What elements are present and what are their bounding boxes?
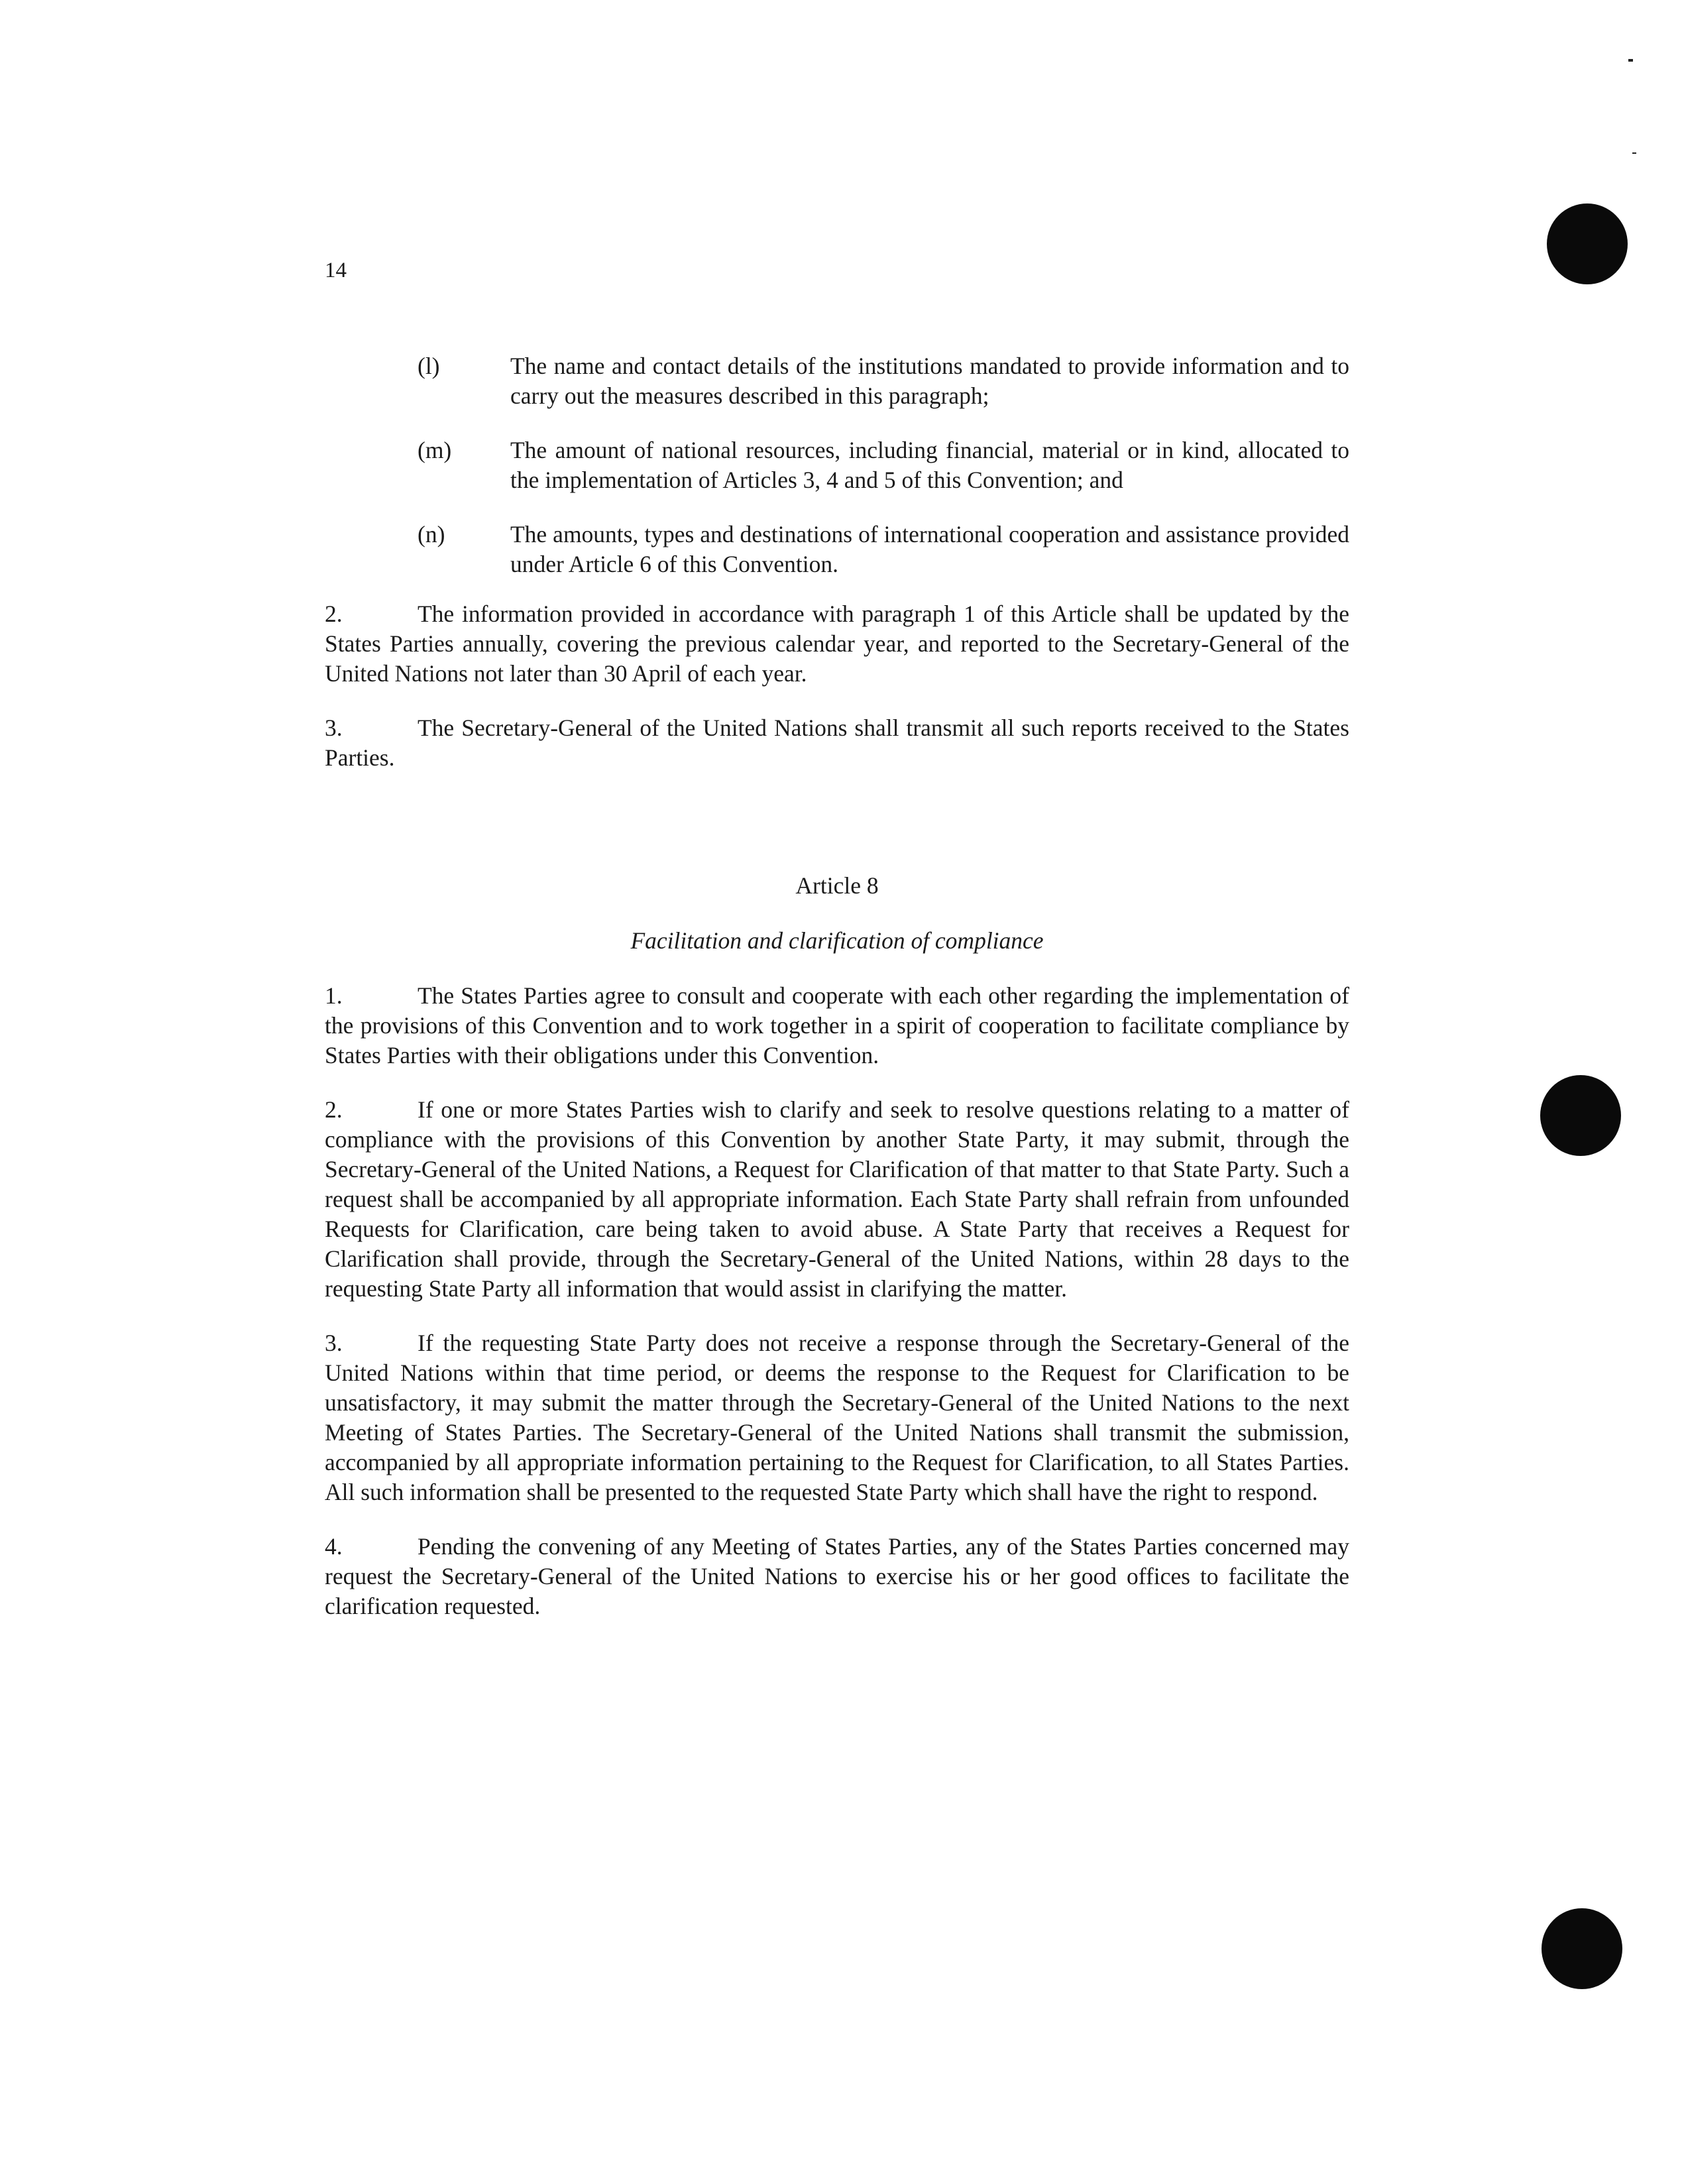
paragraph-text: The Secretary-General of the United Nations shall transmit all such reports received to the States Parties. xyxy=(325,715,1349,771)
paragraph-text: The States Parties agree to consult and cooperate with each other regarding the implementation of the provisions of this Convention and to work together in a spirit of cooperation to facilitate compliance by States Parties with their obligations under this Convention. xyxy=(325,982,1349,1068)
sub-item-text: The amount of national resources, including financial, material or in kind, allocated to the implementation of Articles 3, 4 and 5 of this Convention; and xyxy=(510,437,1349,493)
page-number: 14 xyxy=(325,259,347,282)
article7-paragraph-3 xyxy=(325,713,1349,773)
article7-paragraph-2 xyxy=(325,599,1349,689)
scan-speck xyxy=(1632,152,1636,154)
paragraph-number: 2. xyxy=(325,601,343,627)
paragraph-text: The information provided in accordance with paragraph 1 of this Article shall be updated by the States Parties annually, covering the previous calendar year, and reported to the Secretary-General of the United Nations not later than 30 April of each year. xyxy=(325,601,1349,687)
article-subtitle: Facilitation and clarification of compliance xyxy=(630,927,1044,954)
paragraph-text: Pending the convening of any Meeting of States Parties, any of the States Parties concerned may request the Secretary-General of the United Nations to exercise his or her good offices to facilitate the clarification requested. xyxy=(325,1533,1349,1619)
paragraph-text: If the requesting State Party does not receive a response through the Secretary-General of the United Nations within that time period, or deems the response to the Request for Clarification to be unsatisfactory, it may submit the matter through the Secretary-General of the United Nations to the next Meeting of States Parties. The Secretary-General of the United Nations shall transmit the submission, accompanied by all appropriate information pertaining to the Request for Clarification, to all States Parties. All such information shall be presented to the requested State Party which shall have the right to respond. xyxy=(325,1330,1349,1505)
binder-hole-top xyxy=(1547,203,1628,284)
paragraph-number: 3. xyxy=(325,1330,343,1356)
paragraph-text: If one or more States Parties wish to clarify and seek to resolve questions relating to a matter of compliance with the provisions of this Convention by another State Party, it may submit, through the Secretary-General of the United Nations, a Request for Clarification of that matter to that State Party. Such a request shall be accompanied by all appropriate information. Each State Party shall refrain from unfounded Requests for Clarification, care being taken to avoid abuse. A State Party that receives a Request for Clarification shall provide, through the Secretary-General of the United Nations, within 28 days to the requesting State Party all information that would assist in clarifying the matter. xyxy=(325,1096,1349,1302)
article8-paragraph-1 xyxy=(325,981,1349,1070)
scan-speck xyxy=(1628,59,1633,62)
sub-item-l xyxy=(325,351,1349,411)
paragraph-number: 2. xyxy=(325,1096,343,1123)
sub-item-text: The name and contact details of the institutions mandated to provide information and to carry out the measures described in this paragraph; xyxy=(510,353,1349,409)
sub-item-label: (l) xyxy=(418,353,440,379)
article8-paragraph-3 xyxy=(325,1328,1349,1507)
article-heading: Article 8 xyxy=(795,872,879,899)
binder-hole-middle xyxy=(1540,1075,1621,1156)
paragraph-number: 4. xyxy=(325,1533,343,1560)
sub-item-label: (m) xyxy=(418,437,452,463)
article8-paragraph-2 xyxy=(325,1095,1349,1304)
sub-item-text: The amounts, types and destinations of international cooperation and assistance provided under Article 6 of this Convention. xyxy=(510,521,1349,577)
paragraph-number: 1. xyxy=(325,982,343,1009)
sub-item-m xyxy=(325,435,1349,495)
sub-item-label: (n) xyxy=(418,521,445,547)
document-body xyxy=(325,351,1349,1646)
article8-paragraph-4 xyxy=(325,1532,1349,1621)
paragraph-number: 3. xyxy=(325,715,343,741)
sub-item-n xyxy=(325,520,1349,579)
binder-hole-bottom xyxy=(1542,1908,1622,1989)
